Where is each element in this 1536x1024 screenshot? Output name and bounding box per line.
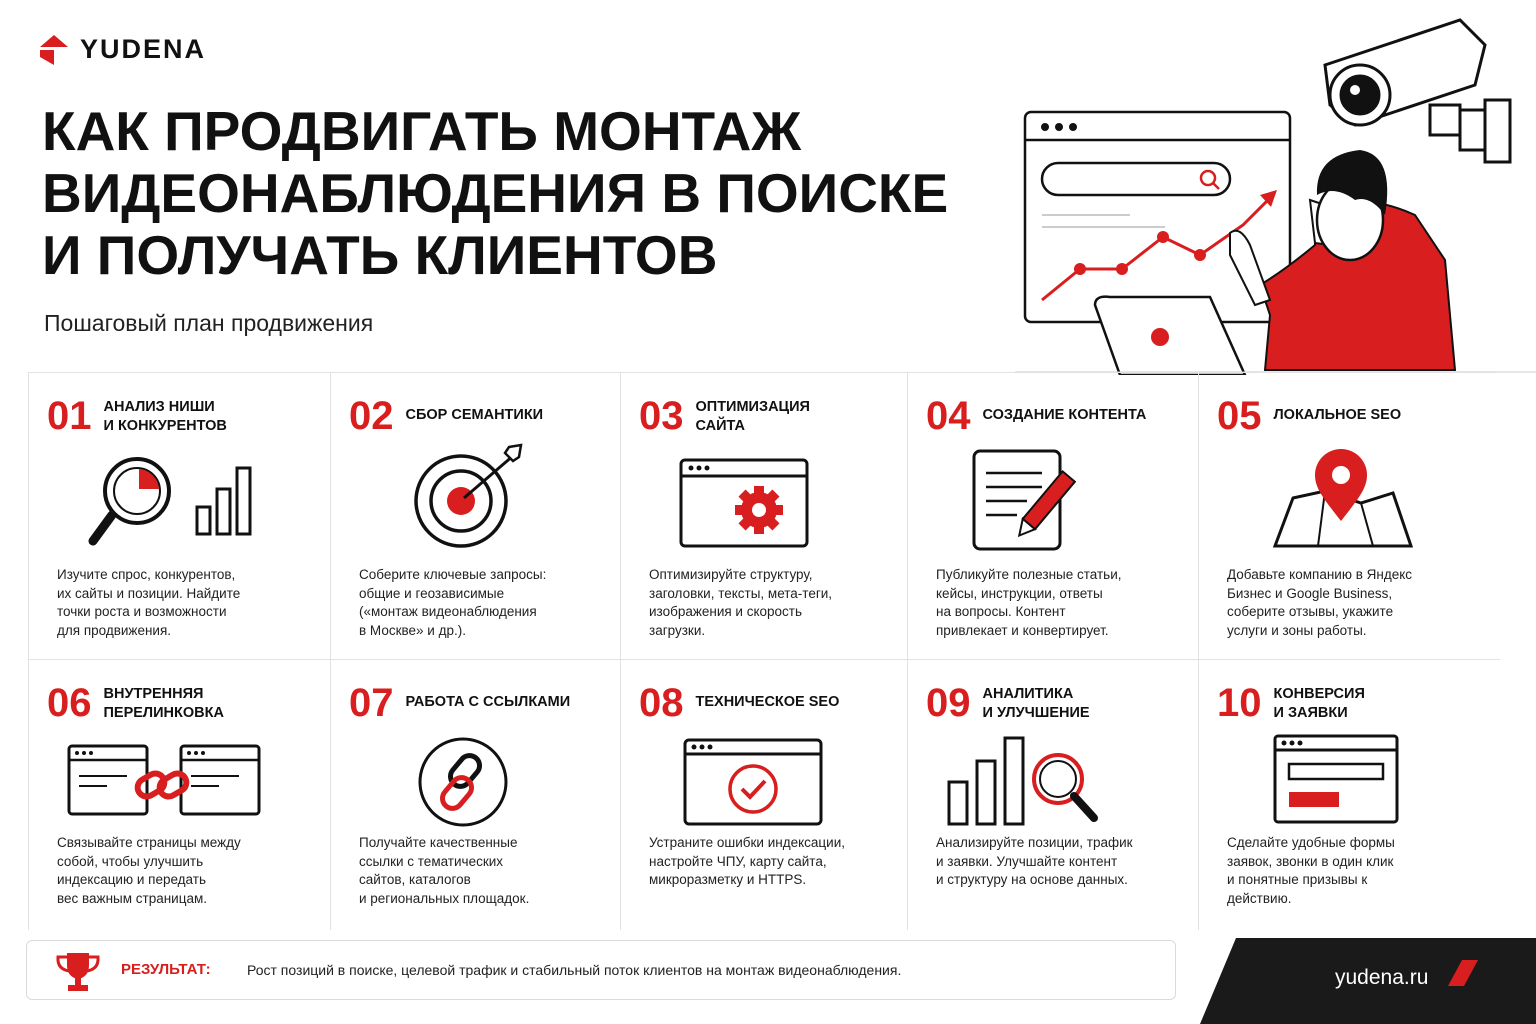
step-card [621,660,908,930]
step-card [331,372,621,660]
magnifier-chart-icon [87,451,252,551]
logo-mark-icon [40,35,68,65]
step-description: Изучите спрос, конкурентов, их сайты и позиции. Найдите точки роста и возможности для продвижения. [57,567,241,638]
step-card [908,660,1199,930]
step-number: 09 [926,681,971,725]
step-label: СБОР СЕМАНТИКИ [405,407,544,423]
page-subtitle: Пошаговый план продвижения [44,310,374,336]
step-number: 07 [349,681,394,725]
step-card [28,372,331,660]
step-card [621,372,908,660]
step-description: Анализируйте позиции, трафик и заявки. Улучшайте контент и структуру на основе данных. [936,835,1133,887]
security-camera-icon [1325,20,1510,162]
step-number: 08 [639,681,684,725]
step-number: 01 [47,394,92,438]
page-title [42,100,982,286]
step-card [1199,372,1500,660]
step-description: Оптимизируйте структуру, заголовки, тексты, мета-теги, изображения и скорость загрузки. [649,567,833,638]
result-label: РЕЗУЛЬТАТ: [121,961,211,978]
step-label: ВНУТРЕННЯЯ ПЕРЕЛИНКОВКА [103,686,224,721]
title-line: ВИДЕОНАБЛЮДЕНИЯ В ПОИСКЕ [42,162,949,224]
step-description: Устраните ошибки индексации, настройте ЧПУ, карту сайта, микроразметку и HTTPS. [649,835,845,887]
brand-logo [40,34,206,65]
step-card [331,660,621,930]
step-number: 05 [1217,394,1262,438]
step-label: ТЕХНИЧЕСКОЕ SEO [695,694,840,710]
trophy-icon [53,951,103,993]
step-label: СОЗДАНИЕ КОНТЕНТА [982,407,1147,423]
step-card [908,372,1199,660]
title-line: КАК ПРОДВИГАТЬ МОНТАЖ [42,100,802,162]
document-pencil-icon [972,449,1082,551]
step-number: 04 [926,394,971,438]
map-pin-icon [1273,443,1413,551]
step-description: Соберите ключевые запросы: общие и геозависимые («монтаж видеонаблюдения в Москве» и др.). [359,567,547,638]
browser-check-icon [683,738,823,826]
step-label: ЛОКАЛЬНОЕ SEO [1273,407,1402,423]
linked-pages-icon [67,744,262,816]
step-label: КОНВЕРСИЯ И ЗАЯВКИ [1273,686,1365,721]
step-description: Публикуйте полезные статьи, кейсы, инструкции, ответы на вопросы. Контент привлекает и конвертирует. [936,567,1122,638]
step-description: Получайте качественные ссылки с тематических сайтов, каталогов и региональных площадок. [359,835,530,906]
bars-magnifier-icon [946,734,1108,828]
target-icon [409,443,529,553]
step-description: Добавьте компанию в Яндекс Бизнес и Google Business, соберите отзывы, укажите услуги и зоны работы. [1227,567,1413,638]
step-description: Связывайте страницы между собой, чтобы улучшить индексацию и передать вес важным страницам. [57,835,241,906]
result-banner [26,940,1176,1000]
chain-link-icon [417,736,509,828]
hero-illustration [1015,15,1536,375]
site-link[interactable]: yudena.ru [1335,966,1429,989]
brand-name: YUDENA [80,34,207,64]
step-number: 02 [349,394,394,438]
step-number: 03 [639,394,684,438]
result-text: Рост позиций в поиске, целевой трафик и стабильный поток клиентов на монтаж видеонаблюдения. [247,962,902,978]
step-description: Сделайте удобные формы заявок, звонки в один клик и понятные призывы к действию. [1227,835,1395,906]
step-label: АНАЛИТИКА И УЛУЧШЕНИЕ [982,686,1090,721]
step-label: ОПТИМИЗАЦИЯ САЙТА [695,399,810,434]
browser-gear-icon [679,458,809,548]
step-card [1199,660,1500,930]
step-label: АНАЛИЗ НИШИ И КОНКУРЕНТОВ [103,399,227,434]
step-card [28,660,331,930]
step-label: РАБОТА С ССЫЛКАМИ [405,694,571,710]
steps-grid [28,372,1500,930]
title-line: И ПОЛУЧАТЬ КЛИЕНТОВ [42,224,718,286]
step-number: 06 [47,681,92,725]
step-number: 10 [1217,681,1262,725]
form-icon [1273,734,1399,824]
